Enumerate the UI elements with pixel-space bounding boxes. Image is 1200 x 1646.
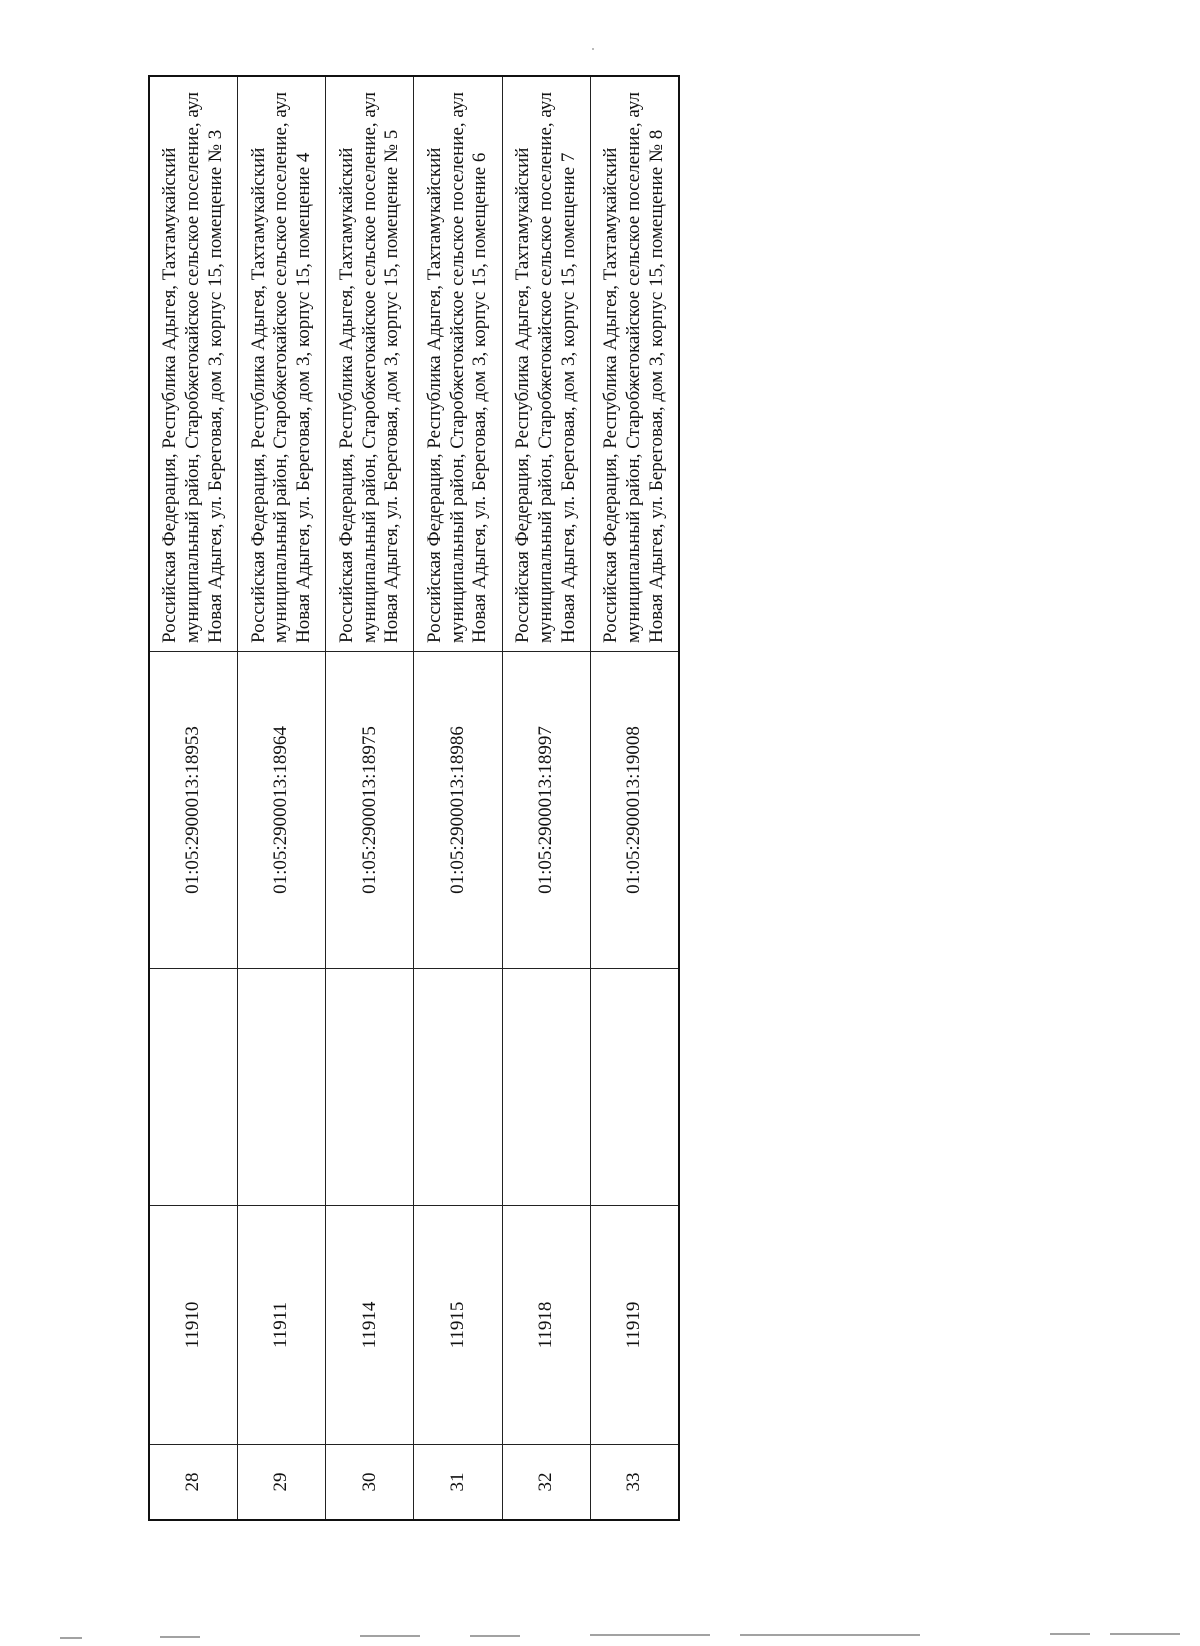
empty-cell [590, 969, 679, 1206]
row-number-cell: 31 [414, 1445, 502, 1521]
address-cell: Российская Федерация, Республика Адыгея, Тахтамукайский муниципальный район, Старобжегокайское сельское поселение, аул Новая Адыгея, ул. Береговая, дом 3, корпус 15, помещение № 3 [149, 76, 238, 652]
cadastral-number-cell: 01:05:2900013:19008 [590, 652, 679, 969]
object-code-cell: 11918 [502, 1206, 590, 1445]
scan-artifact-line [740, 1634, 920, 1636]
table-row [238, 76, 326, 1520]
table-row [149, 76, 238, 1520]
cadastral-number-cell: 01:05:2900013:18964 [238, 652, 326, 969]
table-row [502, 76, 590, 1520]
cadastral-number-cell: 01:05:2900013:18975 [326, 652, 414, 969]
cadastral-number-cell: 01:05:2900013:18953 [149, 652, 238, 969]
address-cell: Российская Федерация, Республика Адыгея, Тахтамукайский муниципальный район, Старобжегокайское сельское поселение, аул Новая Адыгея, ул. Береговая, дом 3, корпус 15, помещение № 5 [326, 76, 414, 652]
address-cell: Российская Федерация, Республика Адыгея, Тахтамукайский муниципальный район, Старобжегокайское сельское поселение, аул Новая Адыгея, ул. Береговая, дом 3, корпус 15, помещение № 8 [590, 76, 679, 652]
row-number-cell: 29 [238, 1445, 326, 1521]
scan-artifact-line [160, 1636, 200, 1638]
object-code-cell: 11911 [238, 1206, 326, 1445]
row-number-cell: 28 [149, 1445, 238, 1521]
row-number-cell: 32 [502, 1445, 590, 1521]
object-code-cell: 11919 [590, 1206, 679, 1445]
empty-cell [149, 969, 238, 1206]
table-row [590, 76, 679, 1520]
rotated-table-wrapper [148, 75, 680, 1521]
property-registry-table [148, 75, 680, 1521]
empty-cell [502, 969, 590, 1206]
scan-artifact-line [590, 1634, 710, 1636]
scan-artifact-line [360, 1635, 420, 1637]
row-number-cell: 30 [326, 1445, 414, 1521]
scan-artifact-line [470, 1635, 520, 1637]
object-code-cell: 11914 [326, 1206, 414, 1445]
address-cell: Российская Федерация, Республика Адыгея, Тахтамукайский муниципальный район, Старобжегокайское сельское поселение, аул Новая Адыгея, ул. Береговая, дом 3, корпус 15, помещение 6 [414, 76, 502, 652]
row-number-cell: 33 [590, 1445, 679, 1521]
object-code-cell: 11910 [149, 1206, 238, 1445]
address-cell: Российская Федерация, Республика Адыгея, Тахтамукайский муниципальный район, Старобжегокайское сельское поселение, аул Новая Адыгея, ул. Береговая, дом 3, корпус 15, помещение 4 [238, 76, 326, 652]
cadastral-number-cell: 01:05:2900013:18986 [414, 652, 502, 969]
address-cell: Российская Федерация, Республика Адыгея, Тахтамукайский муниципальный район, Старобжегокайское сельское поселение, аул Новая Адыгея, ул. Береговая, дом 3, корпус 15, помещение 7 [502, 76, 590, 652]
empty-cell [238, 969, 326, 1206]
scan-artifact-dot [592, 48, 594, 50]
scan-artifact-line [1110, 1633, 1180, 1635]
scan-artifact-line [1050, 1633, 1090, 1635]
empty-cell [414, 969, 502, 1206]
table-row [326, 76, 414, 1520]
scan-artifact-line [60, 1637, 82, 1639]
empty-cell [326, 969, 414, 1206]
table-row [414, 76, 502, 1520]
object-code-cell: 11915 [414, 1206, 502, 1445]
cadastral-number-cell: 01:05:2900013:18997 [502, 652, 590, 969]
